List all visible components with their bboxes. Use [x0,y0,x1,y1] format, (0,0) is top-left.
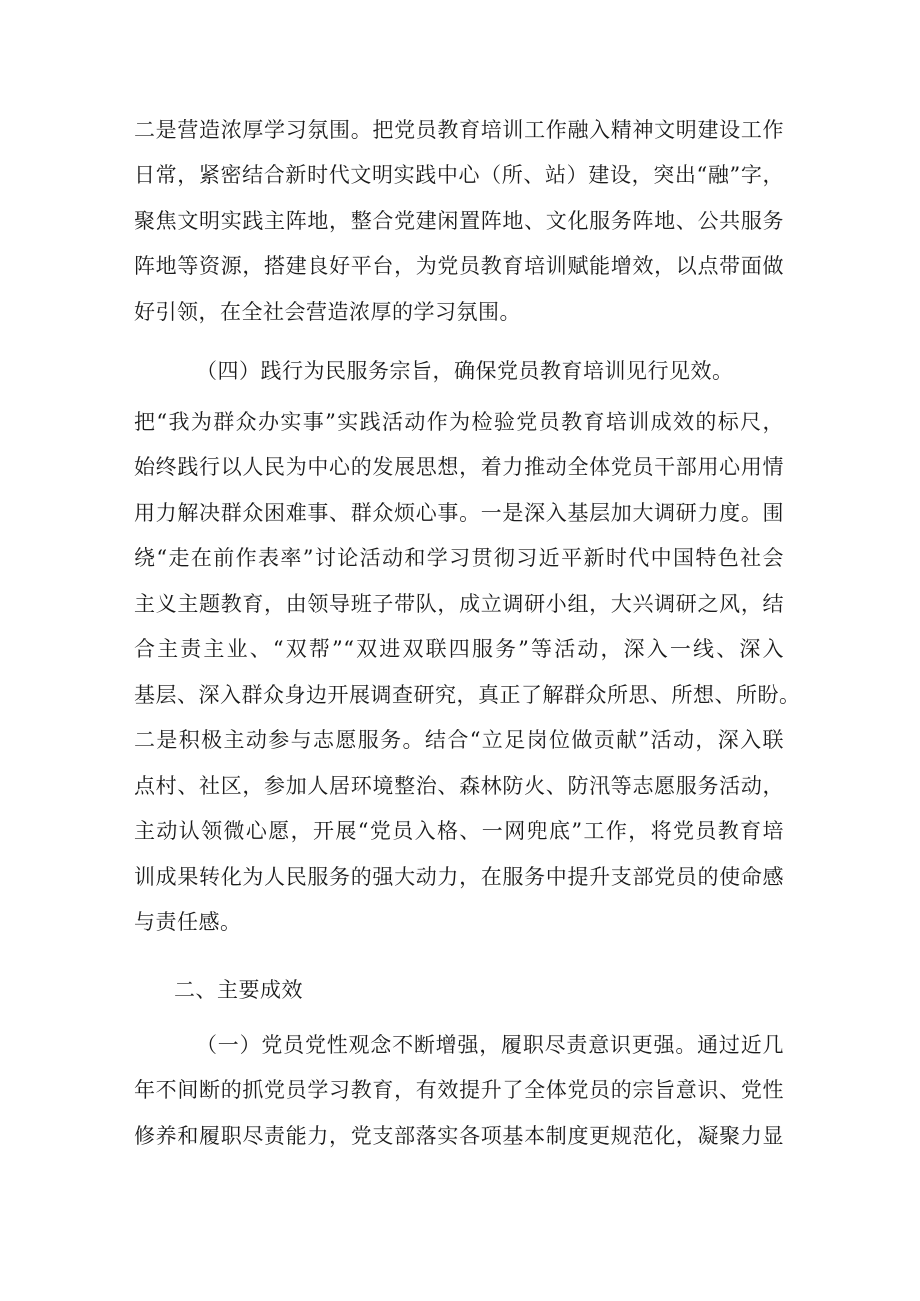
text-line-16: 主动认领微心愿，开展“党员入格、一网兜底”工作，将党员教育培 [134,819,784,843]
text-line-11: 主义主题教育，由领导班子带队，成立调研小组，大兴调研之风，结 [134,592,784,616]
text-line-8: 始终践行以人民为中心的发展思想，着力推动全体党员干部用心用情 [134,455,784,479]
text-line-9: 用力解决群众困难事、群众烦心事。一是深入基层加大调研力度。围 [134,501,784,525]
text-line-3: 聚焦文明实践主阵地，整合党建闲置阵地、文化服务阵地、公共服务 [134,209,784,233]
text-line-22: 修养和履职尽责能力，党支部落实各项基本制度更规范化，凝聚力显 [134,1124,784,1148]
text-line-14: 二是积极主动参与志愿服务。结合“立足岗位做贡献”活动，深入联 [134,728,784,752]
text-line-1: 二是营造浓厚学习氛围。把党员教育培训工作融入精神文明建设工作 [134,118,784,142]
text-line-18: 与责任感。 [134,910,242,934]
text-line-12: 合主责主业、“双帮”“双进双联四服务”等活动，深入一线、深入 [134,637,784,661]
text-line-4: 阵地等资源，搭建良好平台，为党员教育培训赋能增效，以点带面做 [134,254,784,278]
text-line-15: 点村、社区，参加人居环境整治、森林防火、防汛等志愿服务活动， [134,774,784,798]
section-heading-one: （一）党员党性观念不断增强，履职尽责意识更强。通过近几 [196,1033,784,1057]
text-line-2: 日常，紧密结合新时代文明实践中心（所、站）建设，突出“融”字， [134,163,784,187]
text-line-13: 基层、深入群众身边开展调查研究，真正了解群众所思、所想、所盼。 [134,683,801,707]
section-heading-four: （四）践行为民服务宗旨，确保党员教育培训见行见效。 [196,359,734,383]
text-line-21: 年不间断的抓党员学习教育，有效提升了全体党员的宗旨意识、党性 [134,1078,784,1102]
text-line-7: 把“我为群众办实事”实践活动作为检验党员教育培训成效的标尺， [134,410,784,434]
section-heading-main-results: 二、主要成效 [174,978,303,1002]
text-line-10: 绕“走在前作表率”讨论活动和学习贯彻习近平新时代中国特色社会 [134,546,784,570]
text-line-5: 好引领，在全社会营造浓厚的学习氛围。 [134,300,521,324]
text-line-17: 训成果转化为人民服务的强大动力，在服务中提升支部党员的使命感 [134,865,784,889]
